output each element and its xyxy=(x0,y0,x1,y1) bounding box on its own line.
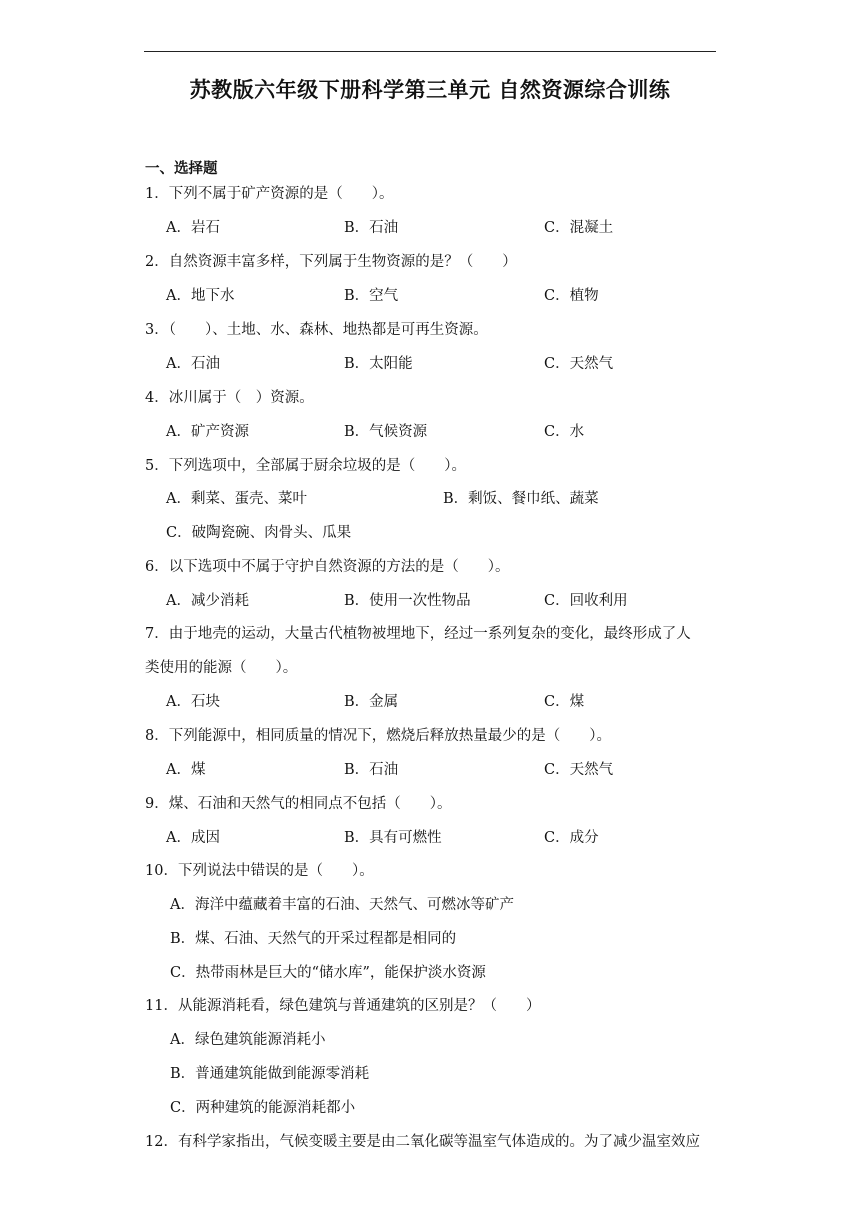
q9-option-b: B．具有可燃性 xyxy=(344,830,442,846)
q5-option-c: C．破陶瓷碗、肉骨头、瓜果 xyxy=(166,525,352,541)
q4-option-b: B．气候资源 xyxy=(344,424,428,440)
question-stem-11: 11．从能源消耗看，绿色建筑与普通建筑的区别是？（ ） xyxy=(145,998,541,1014)
q1-option-c: C．混凝土 xyxy=(544,220,614,236)
question-stem-1: 1．下列不属于矿产资源的是（ ）。 xyxy=(145,186,394,202)
q11-option-c: C．两种建筑的能源消耗都小 xyxy=(170,1100,356,1116)
header-rule xyxy=(144,51,716,52)
q8-option-b: B．石油 xyxy=(344,762,399,778)
question-stem-9: 9．煤、石油和天然气的相同点不包括（ ）。 xyxy=(145,796,452,812)
question-stem-5: 5．下列选项中，全部属于厨余垃圾的是（ ）。 xyxy=(145,458,466,474)
q5-option-a: A．剩菜、蛋壳、菜叶 xyxy=(166,491,307,507)
q11-option-b: B．普通建筑能做到能源零消耗 xyxy=(170,1066,370,1082)
q3-option-c: C．天然气 xyxy=(544,356,614,372)
question-stem-8: 8．下列能源中，相同质量的情况下，燃烧后释放热量最少的是（ ）。 xyxy=(145,728,611,744)
q11-option-a: A．绿色建筑能源消耗小 xyxy=(170,1032,326,1048)
page-title: 苏教版六年级下册科学第三单元 自然资源综合训练 xyxy=(189,78,671,102)
q2-option-c: C．植物 xyxy=(544,288,599,304)
q6-option-c: C．回收利用 xyxy=(544,593,628,609)
q10-option-a: A．海洋中蕴藏着丰富的石油、天然气、可燃冰等矿产 xyxy=(170,897,514,913)
q5-option-b: B．剩饭、餐巾纸、蔬菜 xyxy=(443,491,599,507)
question-stem-12: 12．有科学家指出，气候变暖主要是由二氧化碳等温室气体造成的。为了减少温室效应 xyxy=(145,1134,700,1150)
q3-option-a: A．石油 xyxy=(166,356,220,372)
q9-option-c: C．成分 xyxy=(544,830,599,846)
q4-option-a: A．矿产资源 xyxy=(166,424,249,440)
q6-option-b: B．使用一次性物品 xyxy=(344,593,471,609)
q10-option-b: B．煤、石油、天然气的开采过程都是相同的 xyxy=(170,931,457,947)
q7-option-b: B．金属 xyxy=(344,694,399,710)
q10-option-c: C．热带雨林是巨大的“储水库”，能保护淡水资源 xyxy=(170,965,486,981)
q7-option-a: A．石块 xyxy=(166,694,220,710)
question-stem-3: 3．（ ）、土地、水、森林、地热都是可再生资源。 xyxy=(145,322,488,338)
question-stem-10: 10．下列说法中错误的是（ ）。 xyxy=(145,863,374,879)
question-stem-2: 2．自然资源丰富多样，下列属于生物资源的是？（ ） xyxy=(145,254,517,270)
q2-option-b: B．空气 xyxy=(344,288,399,304)
question-stem-7-line2: 类使用的能源（ ）。 xyxy=(145,660,298,676)
q2-option-a: A．地下水 xyxy=(166,288,235,304)
q1-option-b: B．石油 xyxy=(344,220,399,236)
question-stem-4: 4．冰川属于（ ）资源。 xyxy=(145,390,314,406)
q8-option-a: A．煤 xyxy=(166,762,206,778)
q8-option-c: C．天然气 xyxy=(544,762,614,778)
question-stem-7-line1: 7．由于地壳的运动，大量古代植物被埋地下，经过一系列复杂的变化，最终形成了人 xyxy=(145,626,691,642)
section-heading: 一、选择题 xyxy=(145,161,218,177)
q4-option-c: C．水 xyxy=(544,424,585,440)
question-stem-6: 6．以下选项中不属于守护自然资源的方法的是（ ）。 xyxy=(145,559,510,575)
q7-option-c: C．煤 xyxy=(544,694,585,710)
q6-option-a: A．减少消耗 xyxy=(166,593,249,609)
q9-option-a: A．成因 xyxy=(166,830,220,846)
q1-option-a: A．岩石 xyxy=(166,220,220,236)
q3-option-b: B．太阳能 xyxy=(344,356,413,372)
